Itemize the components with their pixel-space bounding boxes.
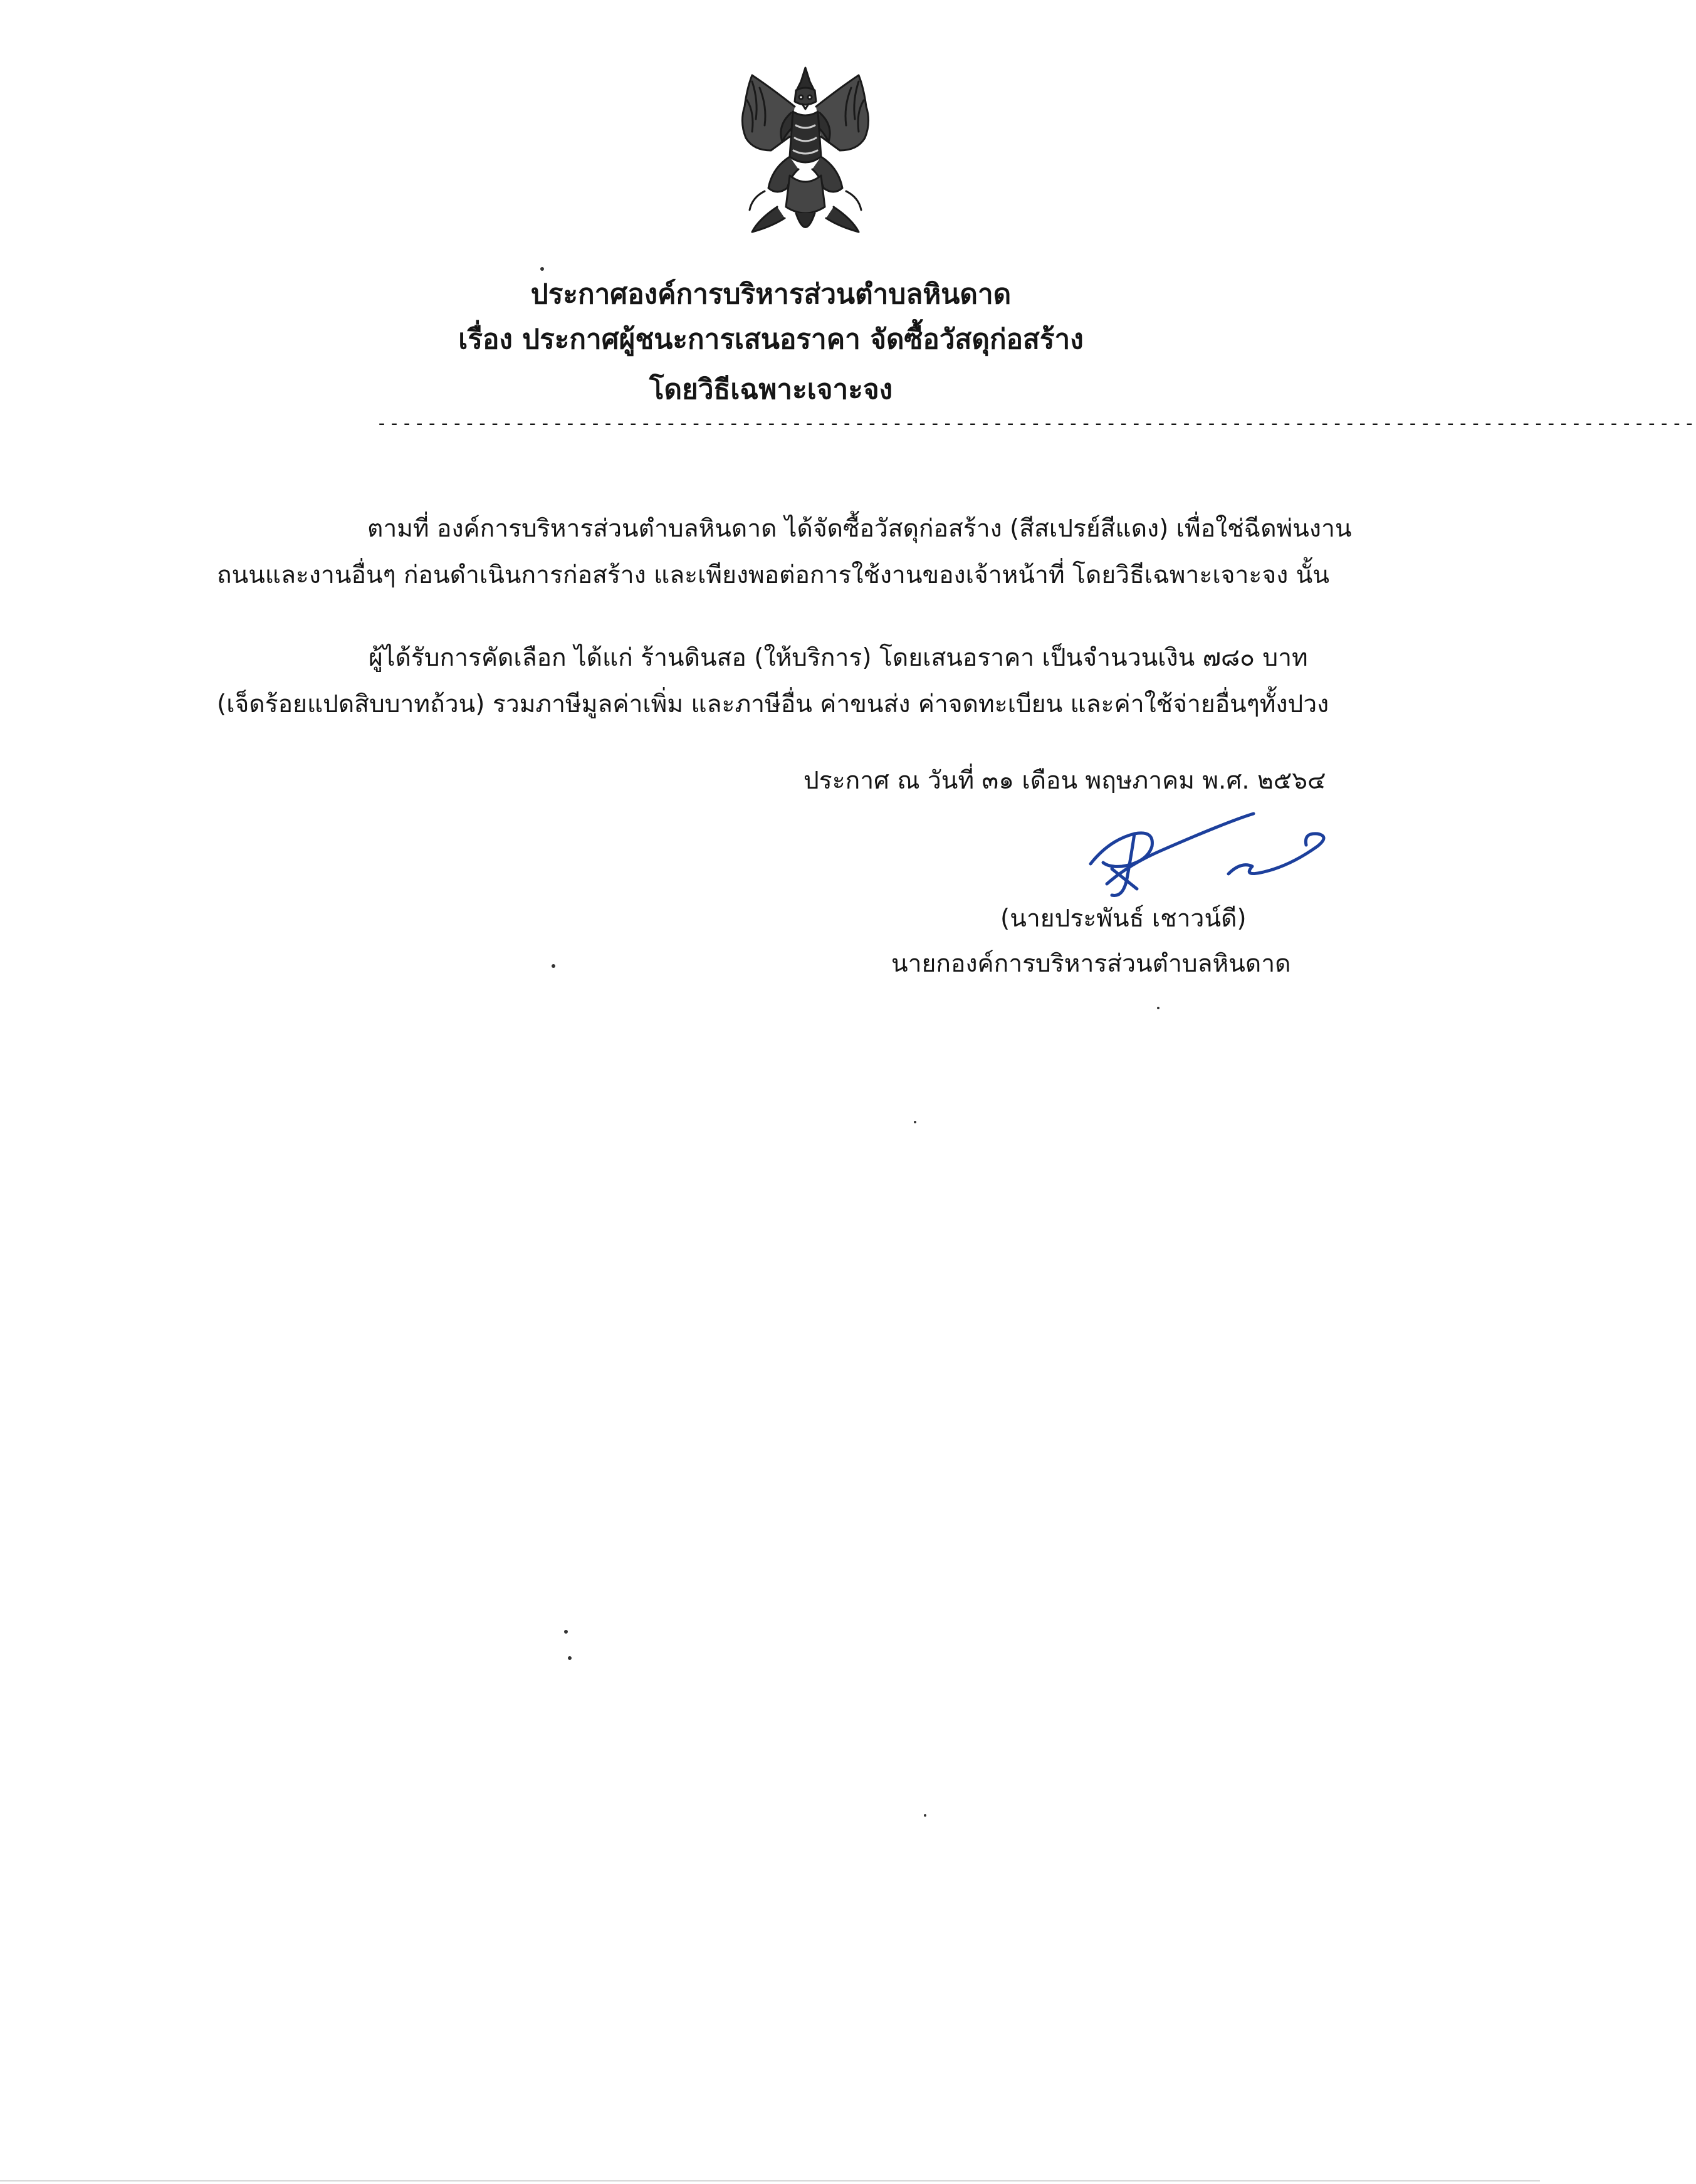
scan-speck — [568, 1656, 572, 1660]
announcement-date: ประกาศ ณ วันที่ ๓๑ เดือน พฤษภาคม พ.ศ. ๒๕๖๔ — [804, 767, 1326, 795]
header-divider: --------------------------------------------------------------------------------------------------------- — [376, 412, 1696, 434]
scan-speck — [564, 1630, 568, 1634]
garuda-emblem-icon — [715, 63, 896, 244]
announcement-title: ประกาศองค์การบริหารส่วนตำบลหินดาด — [530, 278, 1012, 310]
scan-speck — [914, 1121, 916, 1123]
scan-speck — [552, 964, 555, 968]
scan-speck — [540, 267, 544, 271]
announcement-subject: เรื่อง ประกาศผู้ชนะการเสนอราคา จัดซื้อวัสดุก่อสร้าง — [458, 323, 1084, 355]
paragraph2-line2: (เจ็ดร้อยแปดสิบบาทถ้วน) รวมภาษีมูลค่าเพิ่ม และภาษีอื่น ค่าขนส่ง ค่าจดทะเบียน และค่าใช้จ่ายอื่นๆทั้งปวง — [217, 690, 1329, 718]
scan-speck — [924, 1814, 926, 1817]
procurement-method: โดยวิธีเฉพาะเจาะจง — [649, 374, 893, 406]
signer-name: (นายประพันธ์ เชาวน์ดี) — [1000, 905, 1247, 933]
paragraph2-line1: ผู้ได้รับการคัดเลือก ได้แก่ ร้านดินสอ (ให้บริการ) โดยเสนอราคา เป็นจำนวนเงิน ๗๘๐ บาท — [369, 644, 1308, 672]
paragraph1-line1: ตามที่ องค์การบริหารส่วนตำบลหินดาด ได้จัดซื้อวัสดุก่อสร้าง (สีสเปรย์สีแดง) เพื่อใช่ฉีดพ่นงาน — [367, 515, 1352, 543]
signer-title: นายกองค์การบริหารส่วนตำบลหินดาด — [891, 950, 1291, 978]
scan-speck — [1157, 1007, 1159, 1009]
handwritten-signature-icon — [1084, 809, 1329, 909]
paragraph1-line2: ถนนและงานอื่นๆ ก่อนดำเนินการก่อสร้าง และเพียงพอต่อการใช้งานของเจ้าหน้าที่ โดยวิธีเฉพาะเจาะจง นั้น — [217, 561, 1329, 589]
scan-edge — [0, 2180, 1540, 2181]
